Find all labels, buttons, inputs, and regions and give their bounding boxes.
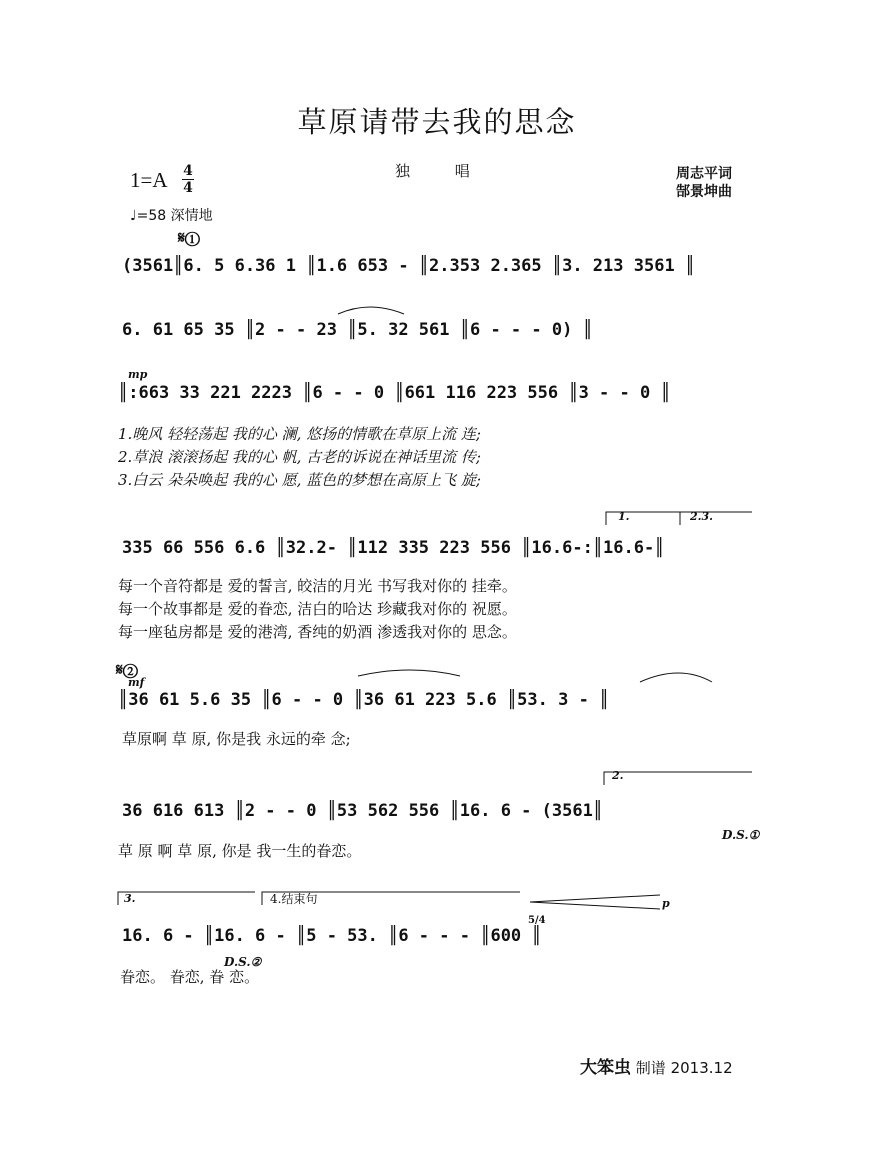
score-row-1: (3561║6. 5 6.36 1 ║1.6 653 - ║2.353 2.365 ║3. 213 3561 ║ [122,256,696,276]
meter-bottom: 4 [183,180,193,196]
segno-1: 𝄋① [178,228,200,247]
key-signature: 1=A [130,168,168,192]
song-title: 草原请带去我的思念 [297,105,577,139]
lyric-row-5: 草原啊 草 原, 你是我 永远的牵 念; [122,730,351,748]
volta-2-label: 2. [612,769,624,782]
dynamic-mp: mp [128,368,148,381]
score-row-3: ║:663 33 221 2223 ║6 - - 0 ║661 116 223 556 ║3 - - 0 ║ [118,383,671,403]
score-row-5: ║36 61 5.6 35 ║6 - - 0 ║36 61 223 5.6 ║53. 3 - ║ [118,690,610,710]
volta-23-label: 2.3. [690,510,713,523]
performance-type: 独 唱 [395,162,490,180]
composer: 郜景坤曲 [676,184,732,200]
lyricist: 周志平词 [676,166,732,182]
lyric-row-6: 草 原 啊 草 原, 你是 我一生的眷恋。 [118,842,362,860]
lyric-verse-1: 1.晚风 轻轻荡起 我的心 澜, 悠扬的情歌在草原上流 连; [118,425,481,443]
volta-1-label: 1. [618,510,630,523]
transcriber-suffix: 制谱 [635,1059,666,1077]
score-row-7: 16. 6 - ║16. 6 - ║5 - 53. ║6 - - - ║600 ║ [122,926,542,946]
ds-1: D.S.① [722,828,760,842]
score-row-6: 36 616 613 ║2 - - 0 ║53 562 556 ║16. 6 - (3561║ [122,801,604,821]
dynamic-p: p [662,897,670,910]
ending-label: 4.结束句 [270,892,318,906]
transcriber-name: 大笨虫 [580,1058,631,1078]
lyric-row-4a: 每一个音符都是 爱的誓言, 皎洁的月光 书写我对你的 挂牵。 [118,577,517,595]
tempo-marking: ♩=58 深情地 [130,208,213,224]
meter-top: 4 [183,163,193,179]
score-row-2: 6. 61 65 35 ║2 - - 23 ║5. 32 561 ║6 - - - 0) ║ [122,320,593,340]
volta-3-label: 3. [124,892,136,905]
lyric-row-4c: 每一座毡房都是 爱的港湾, 香纯的奶酒 渗透我对你的 思念。 [118,623,517,641]
lyric-verse-3: 3.白云 朵朵唤起 我的心 愿, 蓝色的梦想在高原上飞 旋; [118,471,481,489]
dynamic-mf: mf [128,676,145,689]
transcription-date: 2013.12 [670,1059,733,1077]
score-row-4: 335 66 556 6.6 ║32.2- ║112 335 223 556 ║16.6-:║16.6-║ [122,538,665,558]
lyric-row-7: 眷恋。 眷恋, 眷 恋。 [120,968,260,986]
ds-2: D.S.② [224,955,262,969]
time-change: 5/4 [528,915,546,926]
lyric-row-4b: 每一个故事都是 爱的眷恋, 洁白的哈达 珍藏我对你的 祝愿。 [118,600,517,618]
segno-2: 𝄋② [116,660,138,679]
lyric-verse-2: 2.草浪 滚滚扬起 我的心 帆, 古老的诉说在神话里流 传; [118,448,481,466]
